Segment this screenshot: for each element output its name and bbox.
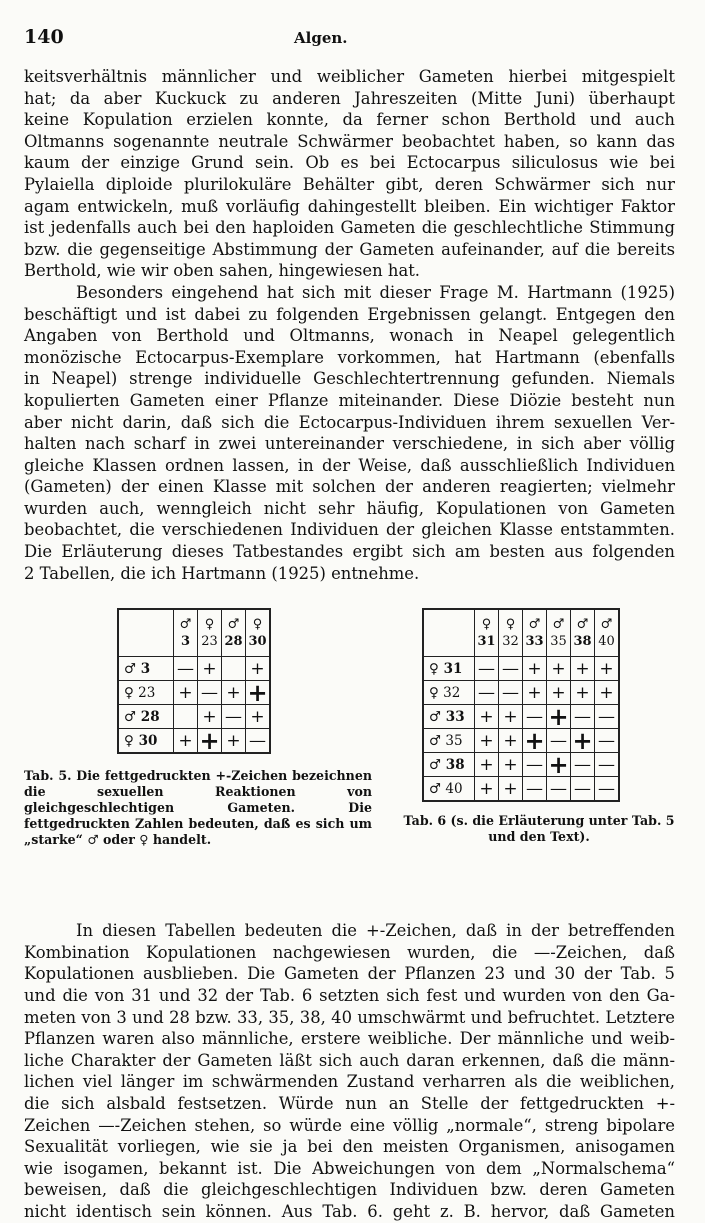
table-cell: — [499,681,523,705]
table-cell: — [547,729,571,753]
table-cell [222,657,246,681]
table-cell: + [475,705,499,729]
table-cell-bold: + [548,749,569,779]
text-line: Oltmanns sogenannte neutrale Schwärmer beobachtet haben, so kann das [24,131,675,151]
table-cell-bold: + [524,725,545,755]
table-5-caption: Tab. 5. Die fettgedruckten +-Zeichen bezeichnen die sexuellen Reaktionen von gleichgeschlechtigen Gameten. Die fettgedruckten Zahlen bedeuten, daß es sich um „starke“ ♂ oder ♀ handelt. [24,768,372,848]
table-cell: + [499,753,523,777]
text-line: kaum der einzige Grund sein. Ob es bei Ectocarpus siliculosus wie bei [24,153,675,173]
text-line: beweisen, daß die gleichgeschlechtigen Individuen bzw. deren Gameten [24,1180,675,1200]
table-cell: + [595,681,620,705]
text-line: wie isogamen, bekannt ist. Die Abweichungen von dem „Normalschema“ [24,1158,675,1178]
table-cell: + [499,705,523,729]
table-cell-bold: + [246,681,271,705]
column-header: ♀ 30 [246,609,271,657]
table-5 [117,608,271,754]
text-line: 2 Tabellen, die ich Hartmann (1925) entnehme. [24,563,420,583]
column-header: ♂ 35 [547,609,571,657]
column-header: ♀ 23 [198,609,222,657]
table-cell: — [571,753,595,777]
row-header: ♀ 31 [423,657,475,681]
table-cell: — [523,777,547,802]
table-cell: — [174,657,198,681]
text-line: hat; da aber Kuckuck zu anderen Jahreszeiten (Mitte Juni) überhaupt [24,88,675,108]
text-line: In diesen Tabellen bedeuten die +-Zeichen, daß in der betreffenden [76,921,675,941]
table-cell: — [198,681,222,705]
row-header: ♀ 30 [118,729,174,754]
text-line: liche Charakter der Gameten läßt sich auch daran erkennen, daß die männ- [24,1050,675,1070]
table-cell: + [547,657,571,681]
table-cell: + [222,681,246,705]
text-line: Die Erläuterung dieses Tatbestandes ergibt sich am besten aus folgenden [24,542,675,562]
table-cell: + [198,657,222,681]
column-header: ♀ 32 [499,609,523,657]
text-line: Berthold, wie wir oben sahen, hingewiesen hat. [24,261,421,281]
table-cell: + [547,681,571,705]
text-line: wurden auch, wenngleich nicht sehr häufig, Kopulationen von Gameten [24,498,675,518]
text-line: lichen viel länger im schwärmenden Zustand verharren als die weiblichen, [24,1072,675,1092]
text-line: kopulierten Gameten einer Pflanze miteinander. Diese Diözie besteht nun [24,390,675,410]
page-number: 140 [24,26,64,48]
table-row [423,753,619,777]
row-header: ♂ 38 [423,753,475,777]
table-cell: + [198,705,222,729]
column-header: ♂ 40 [595,609,620,657]
table-cell: — [523,753,547,777]
table-row [118,705,270,729]
text-line: beobachtet, die verschiedenen Individuen der gleichen Klasse entstammten. [24,520,675,540]
text-line: die sich alsbald festsetzen. Würde nun an Stelle der fettgedruckten +- [24,1094,675,1113]
text-line: aber nicht darin, daß sich die Ectocarpus-Individuen ihrem sexuellen Ver- [24,412,675,432]
text-line: keitsverhältnis männlicher und weiblicher Gameten hierbei mitgespielt [24,67,675,86]
table-cell: + [595,657,620,681]
text-line: ist jedenfalls auch bei den haploiden Gameten die geschlechtliche Stimmung [24,218,675,238]
table-cell: — [246,729,271,754]
row-header: ♂ 3 [118,657,174,681]
column-header: ♀ 31 [475,609,499,657]
table-row [118,681,270,705]
text-line: beschäftigt und ist dabei zu folgenden Ergebnissen gelangt. Entgegen den [24,304,675,324]
table-cell: — [595,705,620,729]
table-cell: — [222,705,246,729]
table-cell: — [547,777,571,802]
text-line: Besonders eingehend hat sich mit dieser Frage M. Hartmann (1925) [76,282,675,302]
text-line: meten von 3 und 28 bzw. 33, 35, 38, 40 umschwärmt und befruchtet. Letztere [24,1007,675,1027]
table-cell-bold: + [548,701,569,731]
text-line: Sexualität vorliegen, wie sie ja bei den meisten Organismen, anisogamen [24,1137,675,1157]
table-corner [423,609,475,657]
table-6 [422,608,620,802]
text-line: agam entwickeln, muß vorläufig dahingestellt bleiben. Ein wichtiger Faktor [24,196,675,216]
table-row [423,657,619,681]
table-cell: — [595,729,620,753]
table-row [423,777,619,802]
table-cell: + [571,681,595,705]
paragraph-1 [24,66,675,282]
row-header: ♂ 33 [423,705,475,729]
text-line: gleiche Klassen ordnen lassen, in der Weise, daß ausschließlich Individuen [24,455,675,475]
table-cell: — [571,777,595,802]
text-line: und die von 31 und 32 der Tab. 6 setzten sich fest und wurden von den Ga- [24,986,675,1006]
running-title: Algen. [294,29,348,47]
table-cell: — [499,657,523,681]
row-header: ♂ 40 [423,777,475,802]
paragraph-2 [24,282,675,584]
table-cell: + [246,705,271,729]
table-cell: + [222,729,246,754]
column-header: ♂ 28 [222,609,246,657]
table-cell: + [475,729,499,753]
text-line: Kopulationen ausblieben. Die Gameten der Pflanzen 23 und 30 der Tab. 5 [24,964,675,984]
row-header: ♀ 32 [423,681,475,705]
text-line: in Neapel) strenge individuelle Geschlechtertrennung gefunden. Niemals [24,369,675,389]
column-header: ♂ 38 [571,609,595,657]
table-cell-bold: + [199,725,220,755]
table-cell: + [571,657,595,681]
text-line: Kombination Kopulationen nachgewiesen wurden, die —-Zeichen, daß [24,942,675,962]
table-cell: + [475,753,499,777]
table-cell: — [475,657,499,681]
tables-area [24,598,675,898]
table-6-caption: Tab. 6 (s. die Erläuterung unter Tab. 5 und den Text). [403,813,675,845]
table-cell: — [475,681,499,705]
text-line: nicht identisch sein können. Aus Tab. 6. geht z. B. hervor, daß Gameten [24,1201,675,1221]
table-cell: + [523,657,547,681]
paragraph-3 [24,920,675,1222]
text-line: bzw. die gegenseitige Abstimmung der Gameten aufeinander, auf die bereits [24,239,675,259]
table-cell: + [499,729,523,753]
table-cell: + [523,681,547,705]
text-line: keine Kopulation erzielen konnte, da ferner schon Berthold und auch [24,110,675,130]
table-cell: — [595,777,620,802]
text-line: monözische Ectocarpus-Exemplare vorkommen, hat Hartmann (ebenfalls [24,347,675,367]
table-cell-bold: + [572,725,593,755]
table-cell: — [571,705,595,729]
text-line: Pylaiella diploide plurilokuläre Behälter gibt, deren Schwärmer sich nur [24,174,675,194]
column-header: ♂ 33 [523,609,547,657]
table-corner [118,609,174,657]
row-header: ♀ 23 [118,681,174,705]
text-line: Zeichen —-Zeichen stehen, so würde eine völlig „normale“, streng bipolare [24,1115,675,1135]
table-cell: + [174,681,198,705]
table-cell: — [523,705,547,729]
column-header: ♂ 3 [174,609,198,657]
text-line: (Gameten) der einen Klasse mit solchen der anderen reagierten; vielmehr [24,477,675,497]
table-cell: + [499,777,523,802]
table-cell: — [595,753,620,777]
text-line: Angaben von Berthold und Oltmanns, wonach in Neapel gelegentlich [24,326,675,346]
table-row [423,681,619,705]
text-line: halten nach scharf in zwei untereinander verschiedene, in sich aber völlig [24,434,675,454]
row-header: ♂ 28 [118,705,174,729]
table-cell: + [475,777,499,802]
table-cell: + [246,657,271,681]
table-cell [174,705,198,729]
page-header [24,26,675,66]
table-row [118,729,270,754]
row-header: ♂ 35 [423,729,475,753]
table-cell: + [174,729,198,754]
table-row [423,729,619,753]
text-line: Pflanzen waren also männliche, erstere weibliche. Der männliche und weib- [24,1029,675,1049]
